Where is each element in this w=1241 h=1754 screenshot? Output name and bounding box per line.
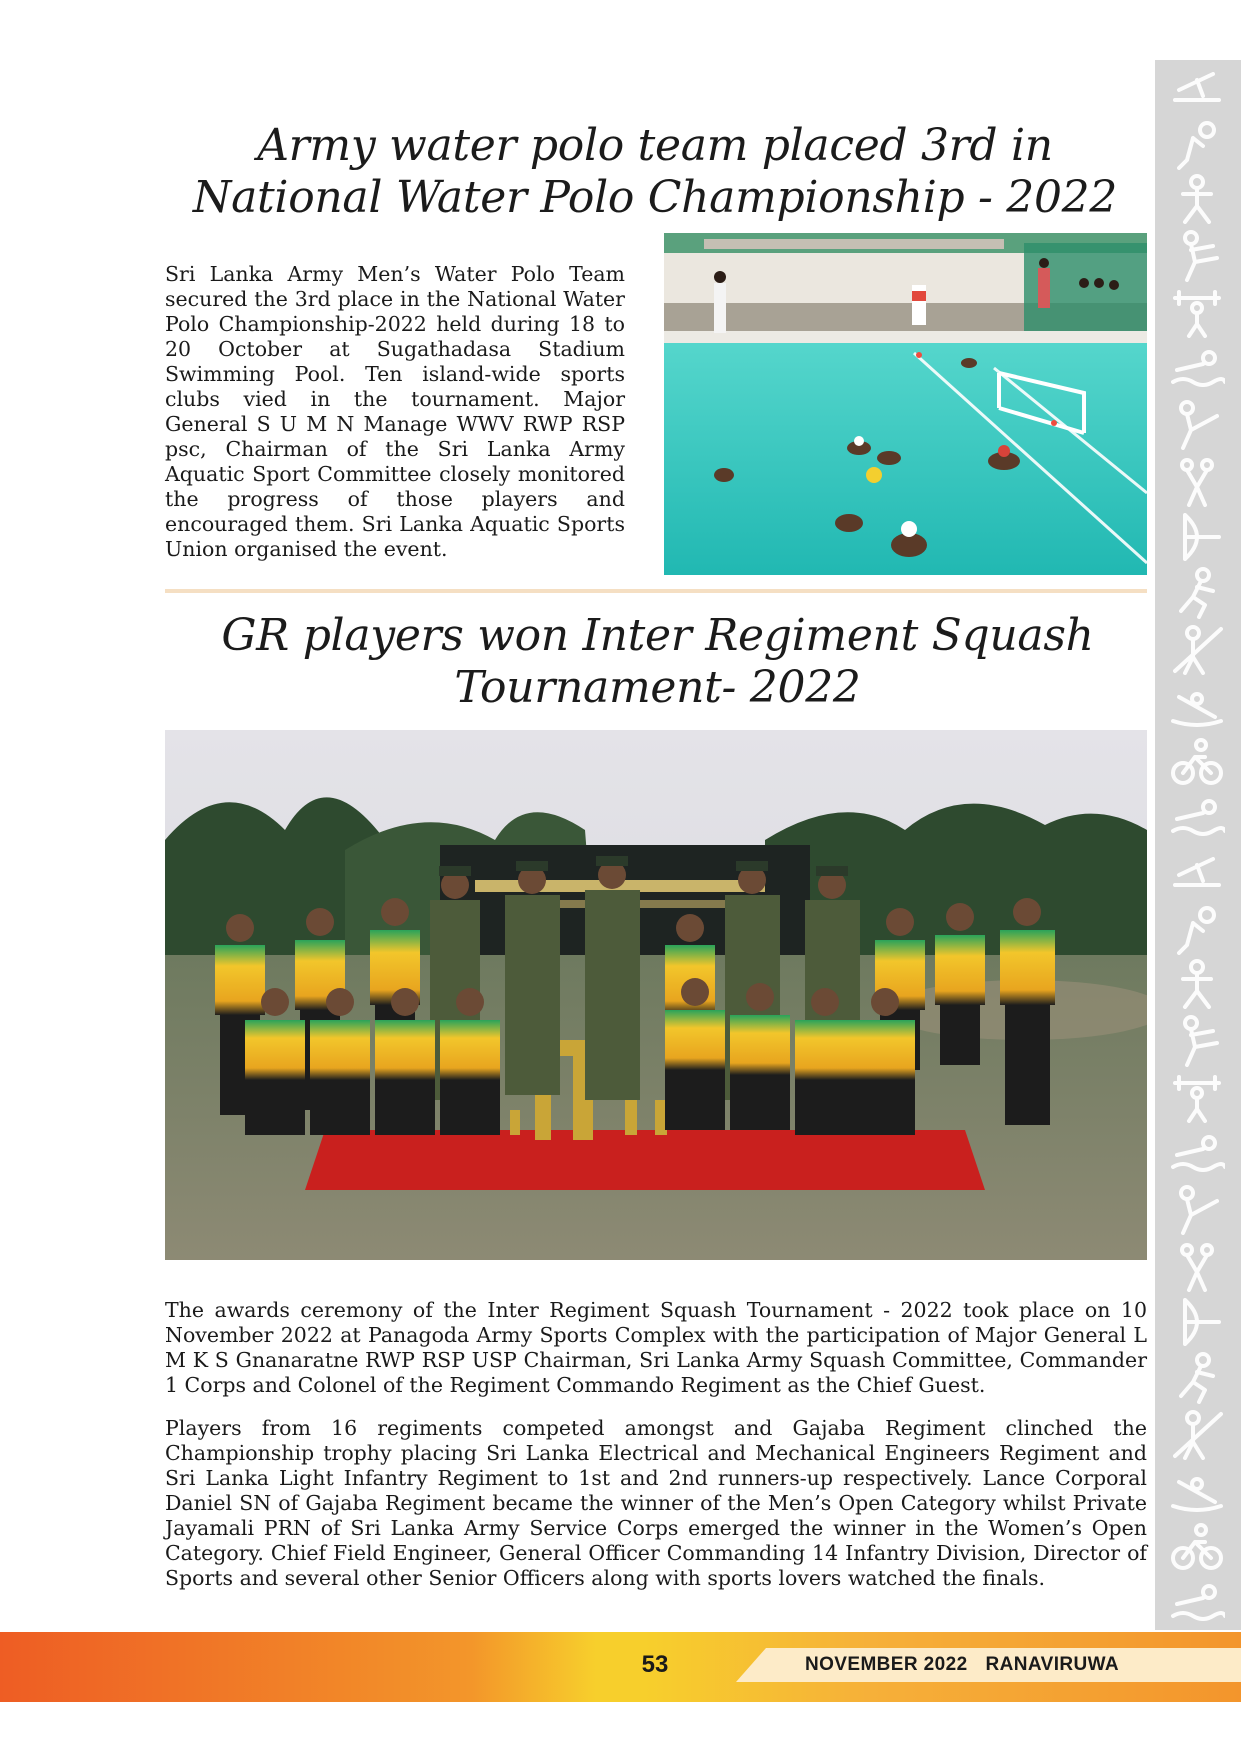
archery-icon <box>1169 1294 1225 1350</box>
athletics-icon <box>1169 1350 1225 1406</box>
javelin-icon <box>1169 1406 1225 1462</box>
karate-icon <box>1169 228 1225 284</box>
article2-paragraph-1: The awards ceremony of the Inter Regiment Squash Tournament - 2022 took place on 10 November 2022 at Panagoda Army Sports Complex with the participation of Major General L M K S Gnanaratne RWP RSP USP Chairman, Sri Lanka Army Squash Committee, Commander 1 Corps and Colonel of the Regiment Commando Regiment as the Chief Guest. <box>165 1298 1147 1397</box>
gymnastics-icon <box>1169 957 1225 1013</box>
kayaking-icon <box>1169 1462 1225 1518</box>
swimming-icon <box>1169 1574 1225 1630</box>
issue-date: NOVEMBER 2022 <box>805 1654 968 1675</box>
swimming-icon <box>1169 789 1225 845</box>
volleyball-icon <box>1169 901 1225 957</box>
page-number: 53 <box>641 1651 669 1678</box>
rowing-icon <box>1169 60 1225 116</box>
gymnastics-icon <box>1169 172 1225 228</box>
wrestling-icon <box>1169 453 1225 509</box>
article2-paragraph-2: Players from 16 regiments competed amongst and Gajaba Regiment clinched the Championship trophy placing Sri Lanka Electrical and Mechanical Engineers Regiment and Sri Lanka Light Infantry Regiment to 1st and 2nd runners-up respectively. Lance Corporal Daniel SN of Gajaba Regiment became the winner of the Men’s Open Category whilst Private Jayamali PRN of Sri Lanka Army Service Corps emerged the winner in the Women’s Open Category. Chief Field Engineer, General Officer Commanding 14 Infantry Division, Director of Sports and several other Senior Officers along with sports lovers watched the finals. <box>165 1416 1147 1590</box>
footer-issue-line <box>805 1648 1137 1682</box>
section-divider <box>165 589 1147 593</box>
article1-title: Army water polo team placed 3rd in National Water Polo Championship - 2022 <box>192 120 1118 223</box>
rowing-icon <box>1169 845 1225 901</box>
volleyball-icon <box>1169 116 1225 172</box>
sports-icon-sidebar <box>1155 60 1241 1630</box>
cycling-icon <box>1169 1518 1225 1574</box>
javelin-icon <box>1169 621 1225 677</box>
water-polo-photo <box>664 233 1147 575</box>
taekwondo-icon <box>1169 396 1225 452</box>
kayaking-icon <box>1169 677 1225 733</box>
weightlifting-icon <box>1169 1069 1225 1125</box>
article1-body: Sri Lanka Army Men’s Water Polo Team secured the 3rd place in the National Water Polo Championship-2022 held during 18 to 20 October at Sugathadasa Stadium Swimming Pool. Ten island-wide sports clubs vied in the tournament. Major General S U M N Manage WWV RWP RSP psc, Chairman of the Sri Lanka Army Aquatic Sport Committee closely monitored the progress of those players and encouraged them. Sri Lanka Aquatic Sports Union organised the event. <box>165 262 625 561</box>
karate-icon <box>1169 1013 1225 1069</box>
magazine-name: RANAVIRUWA <box>985 1654 1120 1675</box>
wrestling-icon <box>1169 1238 1225 1294</box>
squash-team-photo <box>165 730 1147 1260</box>
weightlifting-icon <box>1169 284 1225 340</box>
article2-title: GR players won Inter Regiment Squash Tournament- 2022 <box>221 610 1094 713</box>
archery-icon <box>1169 509 1225 565</box>
taekwondo-icon <box>1169 1181 1225 1237</box>
cycling-icon <box>1169 733 1225 789</box>
swimming-icon <box>1169 1125 1225 1181</box>
swimming-icon <box>1169 340 1225 396</box>
athletics-icon <box>1169 565 1225 621</box>
